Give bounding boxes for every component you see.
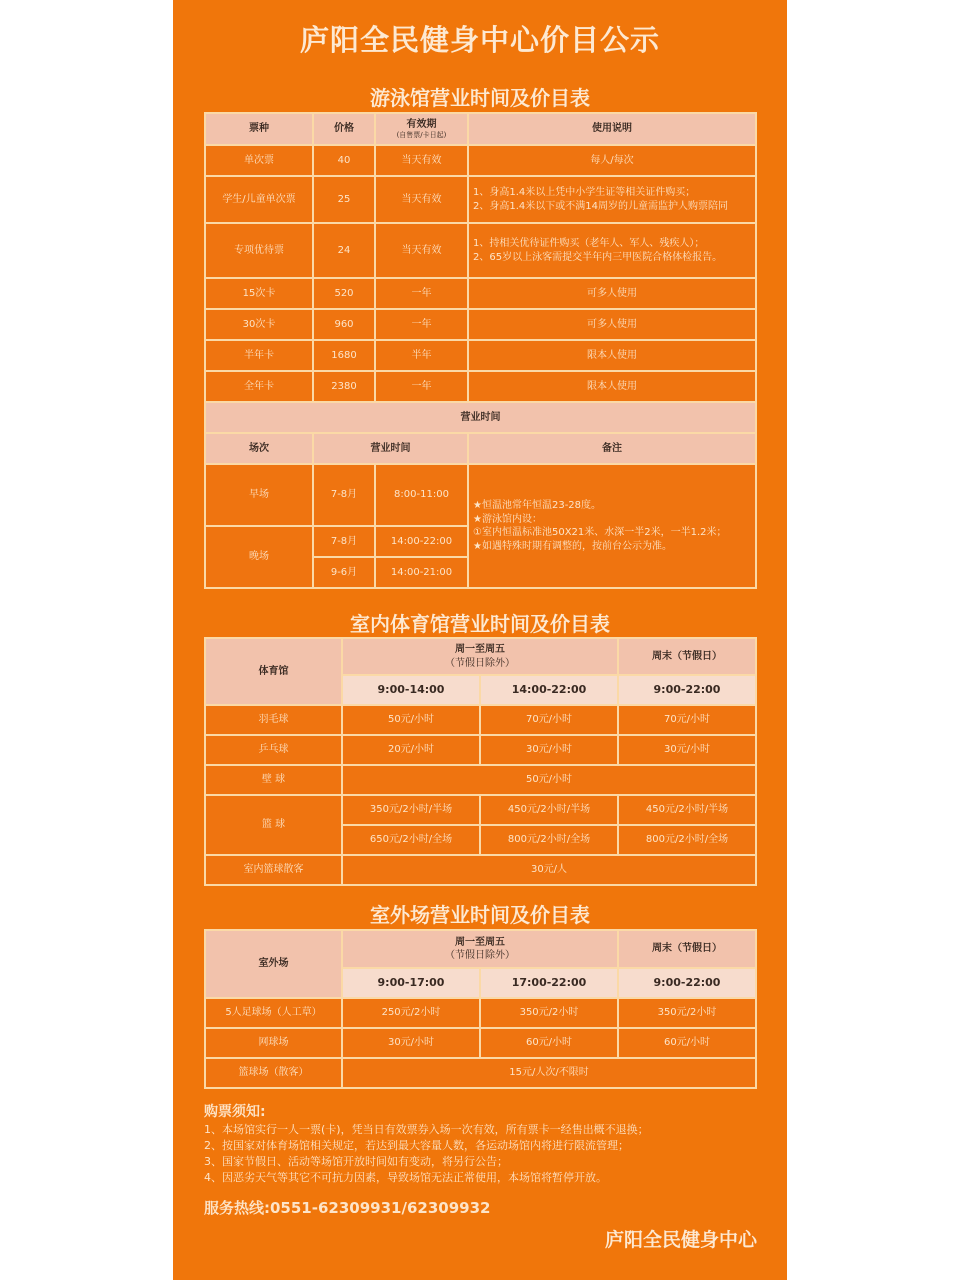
footer-organization: 庐阳全民健身中心 [604,1229,757,1251]
table-row: 半年卡 1680 半年 限本人使用 [205,340,756,371]
notice-item: 1、本场馆实行一人一票(卡)，凭当日有效票券入场一次有效，所有票卡一经售出概不退换； [204,1123,649,1137]
header-price: 价格 [313,113,375,145]
table-row: 篮球场（散客） 15元/人次/不限时 [205,1058,756,1088]
table-row: 5人足球场（人工草） 250元/2小时 350元/2小时 350元/2小时 [205,998,756,1028]
header-weekend: 周末（节假日） [618,638,756,675]
header-weekday: 周一至周五 （节假日除外） [342,638,618,675]
table-row: 晚场 7-8月 14:00-22:00 [205,526,756,557]
header-usage: 使用说明 [468,113,756,145]
indoor-section-title: 室内体育馆营业时间及价目表 [350,612,610,636]
table-row: 羽毛球 50元/小时 70元/小时 70元/小时 [205,705,756,735]
header-weekday: 周一至周五 （节假日除外） [342,930,618,968]
table-row: 室内篮球散客 30元/人 [205,855,756,885]
header-remarks: 备注 [468,433,756,464]
table-row: 网球场 30元/小时 60元/小时 60元/小时 [205,1028,756,1058]
service-hotline: 服务热线:0551-62309931/62309932 [204,1199,491,1217]
outdoor-price-table: 室外场 周一至周五 （节假日除外） 周末（节假日） 9:00-17:00 17:00-22:00 9:00-22:00 5人足球场（人工草） 250元/2小时 350元/2小时 350元/2小时 网球场 30元/小时 60元/小时 60元/小时 篮球场（散客） 15元/人次/不限时 [204,929,757,1089]
indoor-price-table: 体育馆 周一至周五 （节假日除外） 周末（节假日） 9:00-14:00 14:00-22:00 9:00-22:00 羽毛球 50元/小时 70元/小时 70元/小时 乒乓球 20元/小时 30元/小时 30元/小时 壁 球 50元/小时 篮 球 350元/2小时/半场 450元/2小时/半场 450元/2小时/半场 650元/2小时/全场 800元/2小时/全场 800元/2小时/全场 室内篮球散客 30元/人 [204,637,757,886]
table-row: 650元/2小时/全场 800元/2小时/全场 800元/2小时/全场 [205,825,756,855]
table-row: 篮 球 350元/2小时/半场 450元/2小时/半场 450元/2小时/半场 [205,795,756,825]
table-row: 单次票 40 当天有效 每人/每次 [205,145,756,176]
notice-title: 购票须知: [204,1104,266,1120]
table-row: 全年卡 2380 一年 限本人使用 [205,371,756,402]
hours-title: 营业时间 [205,402,756,433]
notice-item: 2、按国家对体育场馆相关规定，若达到最大容量人数，各运动场馆内将进行限流管理； [204,1139,629,1153]
table-row: 早场 7-8月 8:00-11:00 ★恒温池常年恒温23-28度。 ★游泳馆内设： ①室内恒温标准池50X21米、水深一半2米，一半1.2米； ★如遇特殊时期有调整的，按前台公示为准。 [205,464,756,526]
table-row: 学生/儿童单次票 25 当天有效 1、身高1.4米以上凭中小学生证等相关证件购买； 2、身高1.4米以下或不满14周岁的儿童需监护人购票陪同 [205,176,756,223]
table-row: 15次卡 520 一年 可多人使用 [205,278,756,309]
swimming-price-table [204,112,757,589]
header-validity: 有效期 (自售票/卡日起) [375,113,468,145]
header-weekend: 周末（节假日） [618,930,756,968]
header-venue: 体育馆 [205,638,342,705]
price-poster [173,0,787,1280]
notice-item: 4、因恶劣天气等其它不可抗力因素，导致场馆无法正常使用，本场馆将暂停开放。 [204,1171,607,1185]
outdoor-section-title: 室外场营业时间及价目表 [370,903,590,927]
notice-item: 3、国家节假日、活动等场馆开放时间如有变动，将另行公告； [204,1155,508,1169]
header-session: 场次 [205,433,313,464]
swimming-section-title: 游泳馆营业时间及价目表 [370,86,590,110]
table-row: 9-6月 14:00-21:00 [205,557,756,588]
table-row: 壁 球 50元/小时 [205,765,756,795]
header-hours: 营业时间 [313,433,468,464]
table-row: 专项优待票 24 当天有效 1、持相关优待证件购买（老年人、军人、残疾人）； 2、65岁以上泳客需提交半年内三甲医院合格体检报告。 [205,223,756,278]
header-ticket-type: 票种 [205,113,313,145]
header-venue: 室外场 [205,930,342,998]
remarks-cell: ★恒温池常年恒温23-28度。 ★游泳馆内设： ①室内恒温标准池50X21米、水深一半2米，一半1.2米； ★如遇特殊时期有调整的，按前台公示为准。 [468,464,756,588]
poster-title: 庐阳全民健身中心价目公示 [299,23,660,57]
table-row: 30次卡 960 一年 可多人使用 [205,309,756,340]
purchase-notice [204,1102,764,1186]
table-row: 乒乓球 20元/小时 30元/小时 30元/小时 [205,735,756,765]
